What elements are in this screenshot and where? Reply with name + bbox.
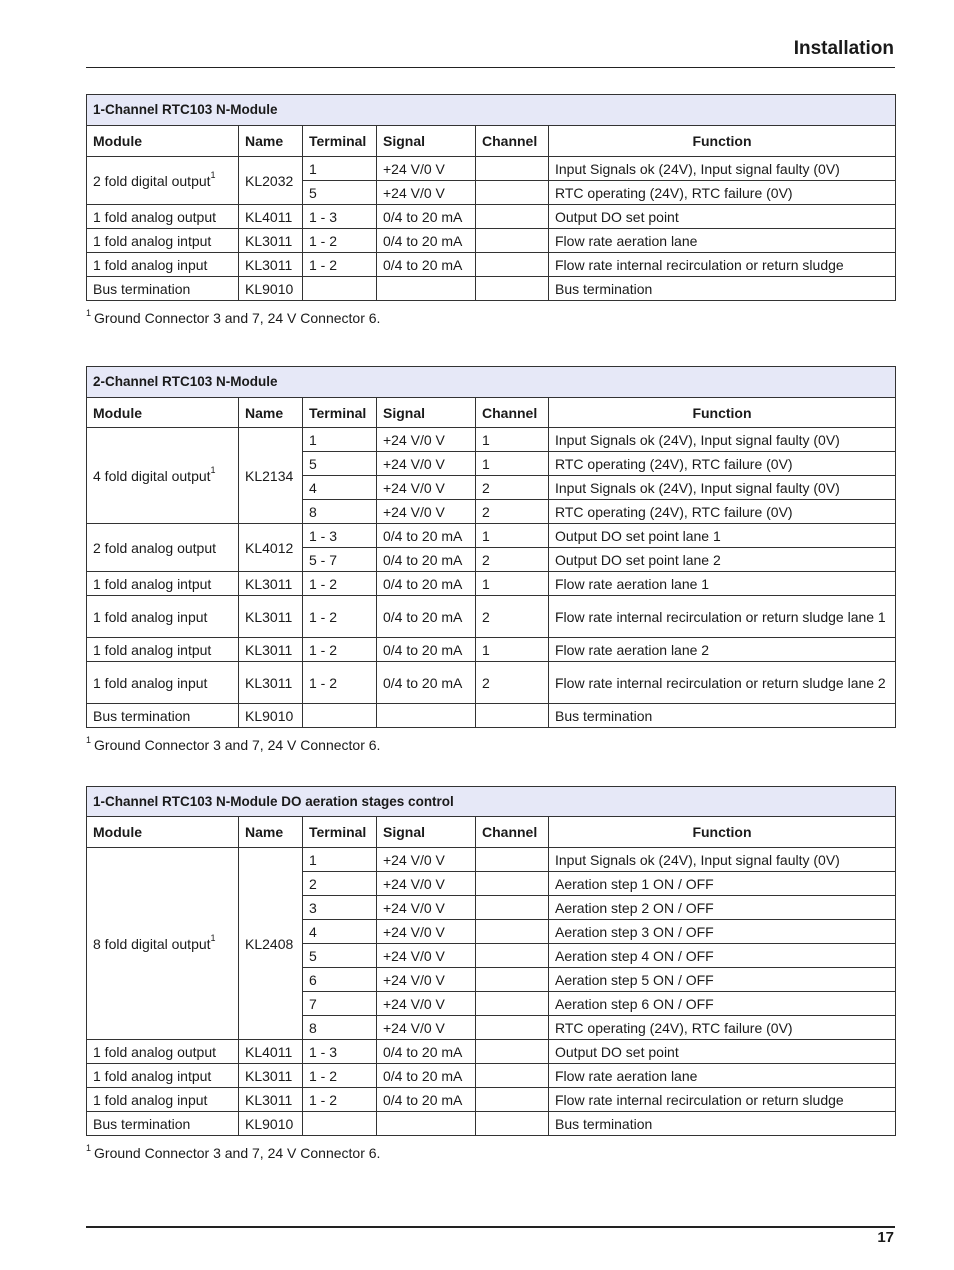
cell-function: Flow rate internal recirculation or return sludge lane 2 (549, 662, 896, 704)
cell-function: Input Signals ok (24V), Input signal faulty (0V) (549, 848, 896, 872)
header-divider (86, 67, 895, 68)
table-row (87, 572, 896, 596)
cell-module: 1 fold analog input (87, 596, 239, 638)
table-row (87, 229, 896, 253)
table-row (87, 1064, 896, 1088)
cell-signal: +24 V/0 V (377, 872, 476, 896)
column-header-terminal: Terminal (303, 398, 377, 428)
cell-function: Flow rate internal recirculation or return sludge lane 1 (549, 596, 896, 638)
cell-function: Aeration step 3 ON / OFF (549, 920, 896, 944)
cell-signal: +24 V/0 V (377, 452, 476, 476)
cell-module: 1 fold analog input (87, 1088, 239, 1112)
footer-divider (86, 1226, 895, 1228)
cell-module: 2 fold digital output$^1$ (87, 157, 239, 205)
cell-channel (476, 277, 549, 301)
cell-terminal: 4 (303, 476, 377, 500)
cell-module: 1 fold analog intput (87, 1064, 239, 1088)
footnote: $^1$ Ground Connector 3 and 7, 24 V Connector 6. (86, 1143, 381, 1161)
cell-signal (377, 704, 476, 728)
cell-signal: +24 V/0 V (377, 476, 476, 500)
cell-signal: +24 V/0 V (377, 428, 476, 452)
cell-signal: 0/4 to 20 mA (377, 253, 476, 277)
column-header-name: Name (239, 126, 303, 157)
cell-channel: 2 (476, 500, 549, 524)
cell-terminal: 6 (303, 968, 377, 992)
table-row (87, 848, 896, 872)
cell-channel (476, 944, 549, 968)
cell-terminal: 1 (303, 848, 377, 872)
cell-name: KL9010 (239, 704, 303, 728)
cell-module: 1 fold analog intput (87, 229, 239, 253)
footnote-ref: 1 (210, 464, 216, 475)
cell-name: KL4011 (239, 1040, 303, 1064)
cell-terminal: 1 - 2 (303, 662, 377, 704)
table-row (87, 205, 896, 229)
cell-signal: 0/4 to 20 mA (377, 1088, 476, 1112)
cell-channel (476, 1040, 549, 1064)
cell-terminal (303, 277, 377, 301)
table-row (87, 704, 896, 728)
cell-module: 1 fold analog input (87, 253, 239, 277)
cell-function: Aeration step 4 ON / OFF (549, 944, 896, 968)
cell-function: Aeration step 2 ON / OFF (549, 896, 896, 920)
table-1-channel-rtc103 (86, 94, 896, 301)
cell-signal: 0/4 to 20 mA (377, 548, 476, 572)
table-row (87, 524, 896, 548)
cell-terminal: 5 - 7 (303, 548, 377, 572)
cell-name: KL9010 (239, 277, 303, 301)
footnote: $^1$ Ground Connector 3 and 7, 24 V Connector 6. (86, 308, 381, 326)
cell-function: Flow rate aeration lane 1 (549, 572, 896, 596)
cell-function: RTC operating (24V), RTC failure (0V) (549, 1016, 896, 1040)
cell-signal: +24 V/0 V (377, 992, 476, 1016)
cell-function: Input Signals ok (24V), Input signal faulty (0V) (549, 428, 896, 452)
cell-terminal: 3 (303, 896, 377, 920)
table-row (87, 1088, 896, 1112)
cell-module: Bus termination (87, 1112, 239, 1136)
cell-terminal: 4 (303, 920, 377, 944)
cell-channel (476, 896, 549, 920)
table-row (87, 662, 896, 704)
cell-terminal: 2 (303, 872, 377, 896)
cell-function: Flow rate aeration lane 2 (549, 638, 896, 662)
table-row (87, 596, 896, 638)
cell-name: KL4011 (239, 205, 303, 229)
cell-terminal: 1 - 2 (303, 596, 377, 638)
cell-terminal: 8 (303, 500, 377, 524)
cell-channel (476, 253, 549, 277)
page-number: 17 (877, 1229, 894, 1246)
cell-name: KL3011 (239, 638, 303, 662)
cell-terminal: 5 (303, 452, 377, 476)
cell-signal: +24 V/0 V (377, 944, 476, 968)
cell-terminal: 1 - 2 (303, 253, 377, 277)
cell-function: Bus termination (549, 704, 896, 728)
cell-terminal: 1 - 2 (303, 572, 377, 596)
column-header-module: Module (87, 817, 239, 848)
cell-function: Flow rate aeration lane (549, 1064, 896, 1088)
page-title: Installation (793, 38, 894, 59)
column-header-name: Name (239, 817, 303, 848)
table-caption: 1-Channel RTC103 N-Module DO aeration stages control (87, 787, 896, 817)
cell-module: 8 fold digital output$^1$ (87, 848, 239, 1040)
cell-function: Aeration step 1 ON / OFF (549, 872, 896, 896)
cell-signal (377, 1112, 476, 1136)
cell-name: KL4012 (239, 524, 303, 572)
table-do-aeration-stages (86, 786, 896, 1136)
column-header-signal: Signal (377, 398, 476, 428)
cell-channel: 1 (476, 638, 549, 662)
cell-signal: +24 V/0 V (377, 157, 476, 181)
cell-terminal: 1 (303, 157, 377, 181)
table-caption: 2-Channel RTC103 N-Module (87, 367, 896, 398)
cell-name: KL9010 (239, 1112, 303, 1136)
table-caption: 1-Channel RTC103 N-Module (87, 95, 896, 126)
table-row (87, 253, 896, 277)
cell-channel (476, 181, 549, 205)
cell-channel (476, 1016, 549, 1040)
cell-terminal (303, 1112, 377, 1136)
cell-terminal: 7 (303, 992, 377, 1016)
cell-terminal: 1 - 3 (303, 524, 377, 548)
column-header-channel: Channel (476, 126, 549, 157)
cell-signal: 0/4 to 20 mA (377, 662, 476, 704)
cell-channel (476, 1088, 549, 1112)
cell-signal: 0/4 to 20 mA (377, 205, 476, 229)
cell-terminal: 1 (303, 428, 377, 452)
cell-channel (476, 229, 549, 253)
cell-function: Flow rate aeration lane (549, 229, 896, 253)
column-header-terminal: Terminal (303, 817, 377, 848)
column-header-function: Function (549, 126, 896, 157)
cell-channel: 2 (476, 596, 549, 638)
cell-function: Bus termination (549, 1112, 896, 1136)
cell-name: KL3011 (239, 572, 303, 596)
cell-channel (476, 1064, 549, 1088)
cell-name: KL3011 (239, 1064, 303, 1088)
footnote-ref: 1 (210, 932, 216, 943)
table-row (87, 1040, 896, 1064)
cell-signal: +24 V/0 V (377, 896, 476, 920)
cell-terminal: 5 (303, 944, 377, 968)
cell-signal: +24 V/0 V (377, 968, 476, 992)
cell-channel: 1 (476, 452, 549, 476)
cell-module: 2 fold analog output (87, 524, 239, 572)
table-2-channel-rtc103 (86, 366, 896, 728)
cell-terminal: 5 (303, 181, 377, 205)
cell-terminal: 1 - 2 (303, 1064, 377, 1088)
cell-signal: 0/4 to 20 mA (377, 229, 476, 253)
cell-channel (476, 1112, 549, 1136)
cell-function: Output DO set point (549, 1040, 896, 1064)
cell-channel: 1 (476, 572, 549, 596)
cell-name: KL3011 (239, 1088, 303, 1112)
cell-function: Flow rate internal recirculation or return sludge (549, 253, 896, 277)
cell-channel (476, 848, 549, 872)
cell-signal: 0/4 to 20 mA (377, 524, 476, 548)
cell-signal: +24 V/0 V (377, 1016, 476, 1040)
cell-name: KL2408 (239, 848, 303, 1040)
cell-function: Output DO set point lane 1 (549, 524, 896, 548)
cell-function: Aeration step 5 ON / OFF (549, 968, 896, 992)
cell-signal: 0/4 to 20 mA (377, 1064, 476, 1088)
cell-channel (476, 205, 549, 229)
column-header-module: Module (87, 398, 239, 428)
cell-name: KL2134 (239, 428, 303, 524)
cell-module: 1 fold analog input (87, 662, 239, 704)
cell-function: RTC operating (24V), RTC failure (0V) (549, 181, 896, 205)
cell-module: 1 fold analog intput (87, 572, 239, 596)
cell-function: RTC operating (24V), RTC failure (0V) (549, 452, 896, 476)
cell-signal: 0/4 to 20 mA (377, 638, 476, 662)
cell-channel: 1 (476, 524, 549, 548)
cell-terminal: 1 - 2 (303, 229, 377, 253)
cell-name: KL3011 (239, 253, 303, 277)
cell-channel: 1 (476, 428, 549, 452)
cell-module: 1 fold analog output (87, 205, 239, 229)
footnote: $^1$ Ground Connector 3 and 7, 24 V Connector 6. (86, 735, 381, 753)
cell-channel (476, 704, 549, 728)
cell-module: Bus termination (87, 704, 239, 728)
cell-signal: +24 V/0 V (377, 500, 476, 524)
cell-channel: 2 (476, 662, 549, 704)
cell-module: 4 fold digital output$^1$ (87, 428, 239, 524)
column-header-module: Module (87, 126, 239, 157)
cell-signal: +24 V/0 V (377, 848, 476, 872)
table-row (87, 638, 896, 662)
cell-channel: 2 (476, 476, 549, 500)
column-header-name: Name (239, 398, 303, 428)
cell-function: Output DO set point lane 2 (549, 548, 896, 572)
cell-name: KL3011 (239, 229, 303, 253)
cell-terminal: 1 - 2 (303, 1088, 377, 1112)
footnote-ref: 1 (210, 169, 216, 180)
cell-channel (476, 920, 549, 944)
cell-function: Bus termination (549, 277, 896, 301)
cell-terminal: 1 - 2 (303, 638, 377, 662)
cell-terminal: 8 (303, 1016, 377, 1040)
cell-name: KL3011 (239, 596, 303, 638)
cell-terminal (303, 704, 377, 728)
table-row (87, 157, 896, 181)
cell-function: Input Signals ok (24V), Input signal faulty (0V) (549, 476, 896, 500)
cell-name: KL2032 (239, 157, 303, 205)
cell-channel (476, 992, 549, 1016)
cell-signal (377, 277, 476, 301)
cell-signal: +24 V/0 V (377, 920, 476, 944)
cell-module: Bus termination (87, 277, 239, 301)
cell-function: Aeration step 6 ON / OFF (549, 992, 896, 1016)
cell-function: RTC operating (24V), RTC failure (0V) (549, 500, 896, 524)
table-row (87, 277, 896, 301)
column-header-channel: Channel (476, 817, 549, 848)
cell-function: Output DO set point (549, 205, 896, 229)
cell-channel: 2 (476, 548, 549, 572)
cell-function: Flow rate internal recirculation or return sludge (549, 1088, 896, 1112)
column-header-terminal: Terminal (303, 126, 377, 157)
table-row (87, 1112, 896, 1136)
cell-terminal: 1 - 3 (303, 205, 377, 229)
cell-channel (476, 872, 549, 896)
cell-signal: +24 V/0 V (377, 181, 476, 205)
cell-name: KL3011 (239, 662, 303, 704)
cell-channel (476, 157, 549, 181)
column-header-function: Function (549, 817, 896, 848)
cell-signal: 0/4 to 20 mA (377, 596, 476, 638)
cell-function: Input Signals ok (24V), Input signal faulty (0V) (549, 157, 896, 181)
cell-terminal: 1 - 3 (303, 1040, 377, 1064)
column-header-channel: Channel (476, 398, 549, 428)
cell-module: 1 fold analog output (87, 1040, 239, 1064)
column-header-signal: Signal (377, 817, 476, 848)
cell-signal: 0/4 to 20 mA (377, 572, 476, 596)
cell-module: 1 fold analog intput (87, 638, 239, 662)
column-header-function: Function (549, 398, 896, 428)
cell-channel (476, 968, 549, 992)
cell-signal: 0/4 to 20 mA (377, 1040, 476, 1064)
table-row (87, 428, 896, 452)
column-header-signal: Signal (377, 126, 476, 157)
